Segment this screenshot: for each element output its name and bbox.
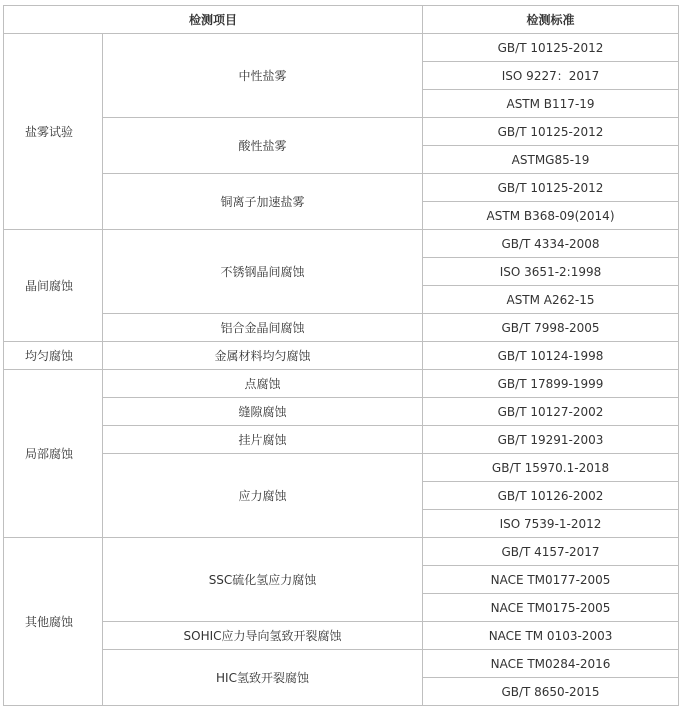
table-row — [4, 230, 679, 258]
standard-cell: GB/T 19291-2003 — [423, 426, 679, 454]
standard-cell: GB/T 10124-1998 — [423, 342, 679, 370]
category-cell: 晶间腐蚀 — [4, 230, 103, 342]
header-item: 检测项目 — [4, 6, 423, 34]
header-standard: 检测标准 — [423, 6, 679, 34]
category-cell: 局部腐蚀 — [4, 370, 103, 538]
standard-cell: GB/T 7998-2005 — [423, 314, 679, 342]
table-row — [4, 454, 679, 482]
test-item-cell: SSC硫化氢应力腐蚀 — [103, 538, 423, 622]
standard-cell: GB/T 8650-2015 — [423, 678, 679, 706]
standard-cell: ISO 9227：2017 — [423, 62, 679, 90]
standard-cell: NACE TM0284-2016 — [423, 650, 679, 678]
table-row — [4, 370, 679, 398]
table-row — [4, 622, 679, 650]
table-row — [4, 34, 679, 62]
standard-cell: GB/T 15970.1-2018 — [423, 454, 679, 482]
standard-cell: GB/T 10125-2012 — [423, 118, 679, 146]
test-item-cell: 酸性盐雾 — [103, 118, 423, 174]
standard-cell: GB/T 10125-2012 — [423, 34, 679, 62]
test-item-cell: 不锈钢晶间腐蚀 — [103, 230, 423, 314]
test-item-cell: 应力腐蚀 — [103, 454, 423, 538]
standard-cell: GB/T 10127-2002 — [423, 398, 679, 426]
test-item-cell: 铝合金晶间腐蚀 — [103, 314, 423, 342]
standard-cell: GB/T 4334-2008 — [423, 230, 679, 258]
standard-cell: ASTM A262-15 — [423, 286, 679, 314]
category-cell: 均匀腐蚀 — [4, 342, 103, 370]
standard-cell: NACE TM0177-2005 — [423, 566, 679, 594]
table-row — [4, 118, 679, 146]
table-body — [4, 34, 679, 706]
standard-cell: ASTM B368-09(2014) — [423, 202, 679, 230]
test-item-cell: 铜离子加速盐雾 — [103, 174, 423, 230]
table-header-row — [4, 6, 679, 34]
test-item-cell: 缝隙腐蚀 — [103, 398, 423, 426]
category-cell: 其他腐蚀 — [4, 538, 103, 706]
table-row — [4, 650, 679, 678]
standard-cell: GB/T 17899-1999 — [423, 370, 679, 398]
test-item-cell: 挂片腐蚀 — [103, 426, 423, 454]
category-cell: 盐雾试验 — [4, 34, 103, 230]
standard-cell: NACE TM 0103-2003 — [423, 622, 679, 650]
standard-cell: ASTM B117-19 — [423, 90, 679, 118]
standard-cell: NACE TM0175-2005 — [423, 594, 679, 622]
test-item-cell: 点腐蚀 — [103, 370, 423, 398]
table-row — [4, 426, 679, 454]
standard-cell: GB/T 4157-2017 — [423, 538, 679, 566]
table-row — [4, 398, 679, 426]
table-row — [4, 342, 679, 370]
standard-cell: ISO 7539-1-2012 — [423, 510, 679, 538]
test-item-cell: 中性盐雾 — [103, 34, 423, 118]
standard-cell: ISO 3651-2:1998 — [423, 258, 679, 286]
test-item-cell: SOHIC应力导向氢致开裂腐蚀 — [103, 622, 423, 650]
standard-cell: ASTMG85-19 — [423, 146, 679, 174]
table-row — [4, 538, 679, 566]
standard-cell: GB/T 10125-2012 — [423, 174, 679, 202]
table-row — [4, 314, 679, 342]
test-item-cell: 金属材料均匀腐蚀 — [103, 342, 423, 370]
table-row — [4, 174, 679, 202]
test-item-cell: HIC氢致开裂腐蚀 — [103, 650, 423, 706]
standard-cell: GB/T 10126-2002 — [423, 482, 679, 510]
test-standards-table — [3, 5, 679, 706]
